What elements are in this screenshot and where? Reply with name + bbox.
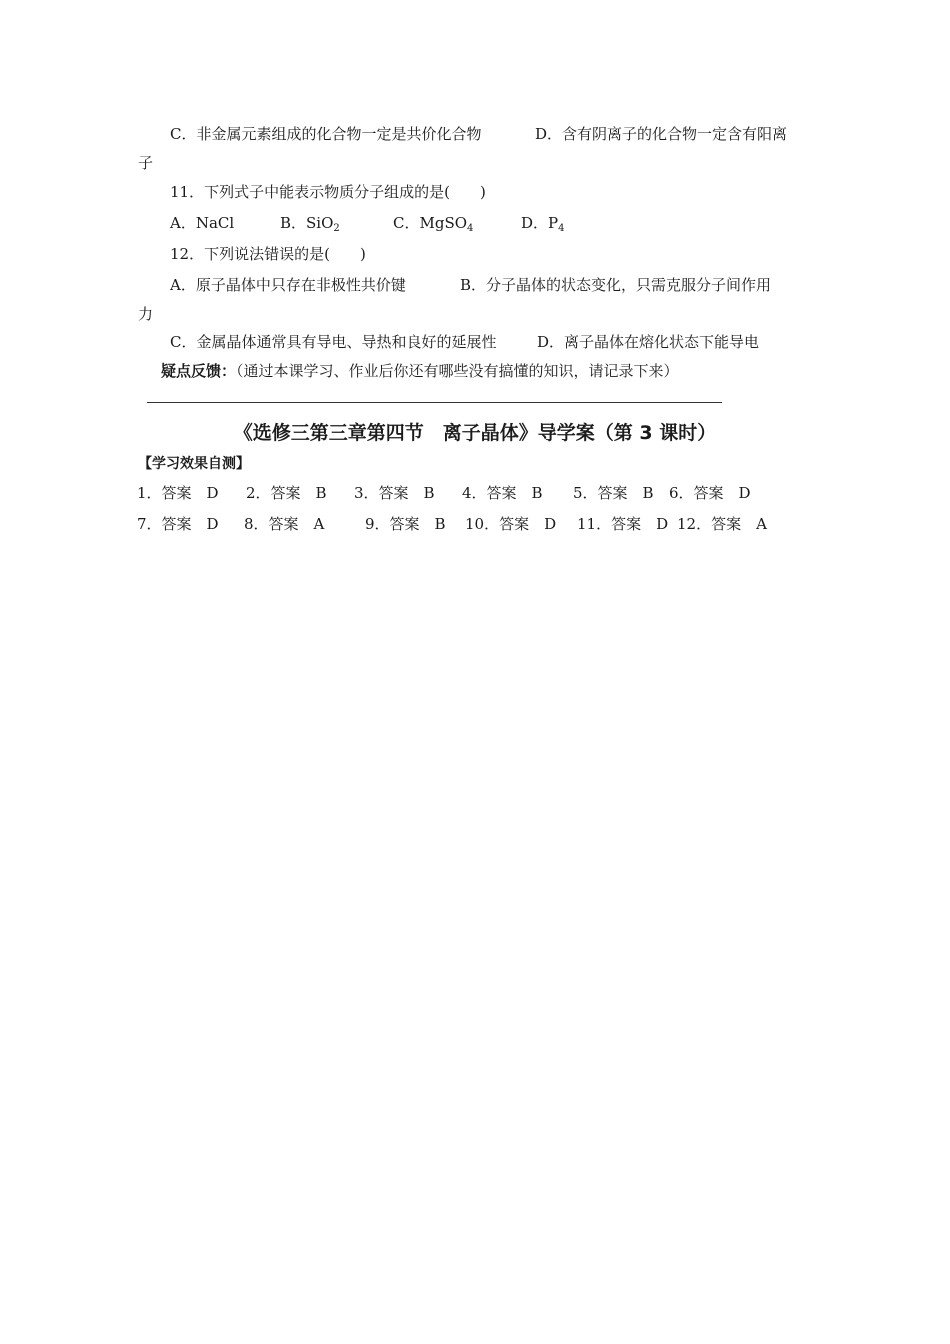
q10-option-d-wrap: 子	[138, 154, 154, 172]
feedback-line	[161, 361, 679, 381]
answer-item: 1．答案 D	[137, 484, 219, 502]
feedback-text: （通过本课学习、作业后你还有哪些没有搞懂的知识，请记录下来）	[236, 362, 679, 380]
q11-stem: 11．下列式子中能表示物质分子组成的是( )	[170, 183, 486, 201]
answer-item: 8．答案 A	[244, 515, 325, 533]
answer-item: 7．答案 D	[137, 515, 219, 533]
answers-row-1	[137, 483, 751, 503]
answer-underline	[147, 402, 722, 403]
q11-option-a: A．NaCl	[170, 214, 235, 232]
answer-item: 12．答案 A	[677, 515, 767, 533]
answer-item: 6．答案 D	[669, 484, 751, 502]
answer-item: 3．答案 B	[354, 484, 435, 502]
q10-option-d: D．含有阴离子的化合物一定含有阳离	[535, 125, 788, 143]
section-title: 《选修三第三章第四节 离子晶体》导学案（第 3 课时）	[233, 422, 717, 444]
answer-item: 5．答案 B	[573, 484, 654, 502]
answer-item: 11．答案 D	[577, 515, 669, 533]
answer-item: 2．答案 B	[246, 484, 327, 502]
q12-option-d: D．离子晶体在熔化状态下能导电	[537, 333, 760, 351]
q10-option-c: C．非金属元素组成的化合物一定是共价化合物	[170, 125, 482, 143]
self-test-heading: 【学习效果自测】	[138, 456, 250, 472]
q12-option-b: B．分子晶体的状态变化，只需克服分子间作用	[460, 276, 772, 294]
answer-item: 4．答案 B	[462, 484, 543, 502]
q11-option-d: D．$P_4$	[521, 214, 565, 234]
answer-item: 9．答案 B	[365, 515, 446, 533]
q12-option-b-wrap: 力	[138, 305, 154, 323]
answer-item: 10．答案 D	[465, 515, 557, 533]
answers-row-2	[137, 514, 767, 534]
q11-options	[170, 213, 565, 239]
feedback-label: 疑点反馈：	[161, 362, 237, 380]
q12-stem: 12．下列说法错误的是( )	[170, 245, 366, 263]
q12-option-a: A．原子晶体中只存在非极性共价键	[170, 276, 406, 294]
q12-option-c: C．金属晶体通常具有导电、导热和良好的延展性	[170, 333, 497, 351]
q11-option-b: B．SiO$_2$	[280, 214, 340, 234]
q11-option-c: C．MgSO$_4$	[393, 214, 474, 234]
